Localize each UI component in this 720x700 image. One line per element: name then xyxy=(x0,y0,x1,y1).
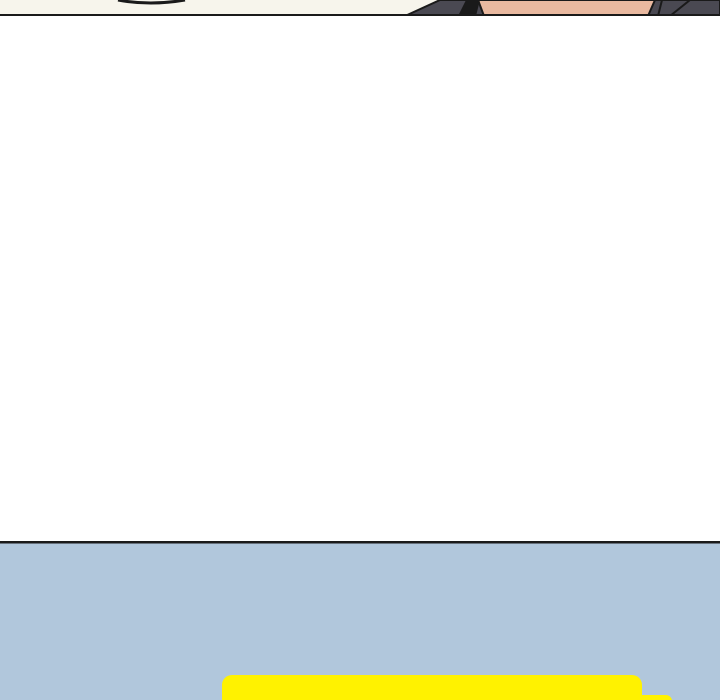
bottom-comic-panel xyxy=(0,541,720,700)
yellow-caption-tab xyxy=(636,695,672,700)
top-comic-panel xyxy=(0,0,720,16)
top-panel-artwork xyxy=(0,0,720,16)
bottom-panel-artwork xyxy=(0,541,720,700)
neck-skin xyxy=(478,0,655,16)
yellow-caption-box xyxy=(222,675,642,700)
page-gutter xyxy=(0,16,720,541)
